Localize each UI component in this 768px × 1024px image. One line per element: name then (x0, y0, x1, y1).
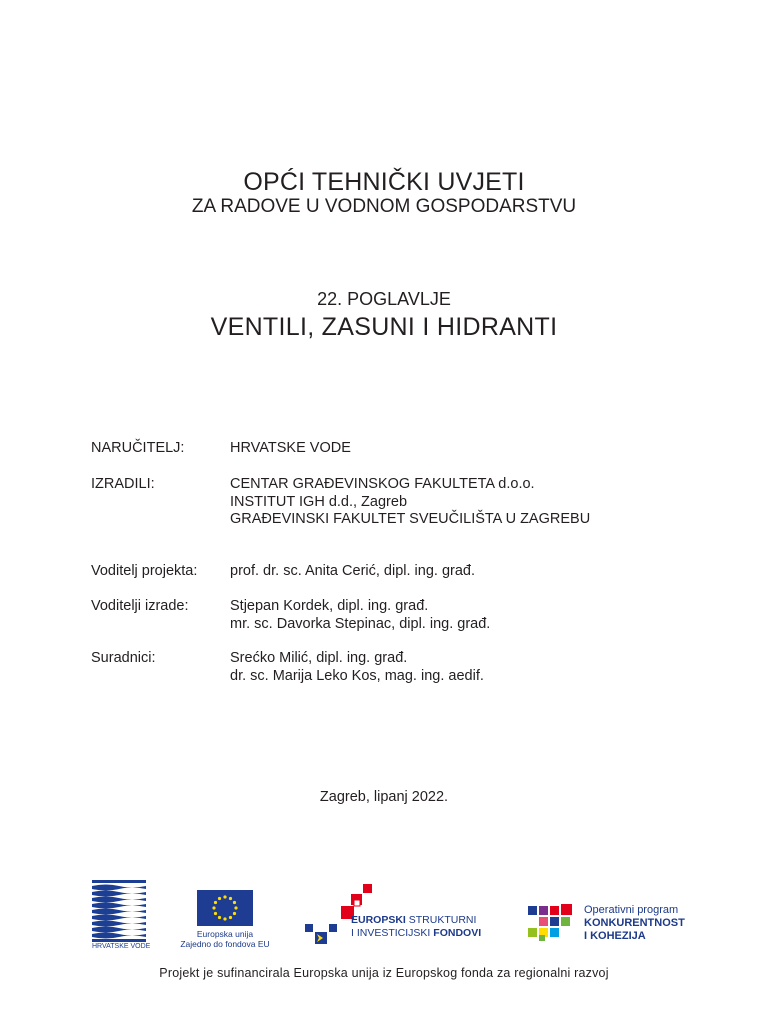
document-title: OPĆI TEHNIČKI UVJETI (243, 168, 525, 196)
eu-caption-line2: Zajedno do fondova EU (180, 939, 270, 949)
funding-note: Projekt je sufinancirala Europska unija iz Europskog fonda za regionalni razvoj (159, 966, 609, 980)
work-lead-item: mr. sc. Davorka Stepinac, dipl. ing. građ. (230, 615, 491, 632)
document-subtitle: ZA RADOVE U VODNOM GOSPODARSTVU (191, 196, 577, 217)
work-leads-label: Voditelji izrade: (91, 598, 189, 614)
esif-line1-bold: EUROPSKI (351, 914, 406, 926)
chapter-title: VENTILI, ZASUNI I HIDRANTI (210, 313, 558, 341)
op-text (584, 904, 685, 943)
project-lead-value: prof. dr. sc. Anita Cerić, dipl. ing. građ. (230, 563, 476, 579)
project-lead-label: Voditelj projekta: (91, 563, 198, 579)
op-line1: Operativni program (584, 904, 679, 916)
work-lead-item: Stjepan Kordek, dipl. ing. građ. (230, 598, 429, 614)
author-item: INSTITUT IGH d.d., Zagreb (230, 493, 408, 510)
collaborators-label: Suradnici: (91, 650, 156, 666)
chapter-number: 22. POGLAVLJE (317, 289, 451, 309)
client-value: HRVATSKE VODE (230, 440, 351, 456)
esif-line2-rest: I INVESTICIJSKI (351, 927, 434, 939)
place-date: Zagreb, lipanj 2022. (319, 789, 449, 805)
esi-funds-logo (305, 884, 495, 946)
author-item: GRAĐEVINSKI FAKULTET SVEUČILIŠTA U ZAGREBU (230, 511, 591, 527)
esif-line2-bold: FONDOVI (433, 927, 482, 939)
op-competitiveness-logo (528, 902, 688, 948)
water-waves-icon (92, 880, 146, 942)
authors-label: IZRADILI: (91, 476, 155, 492)
op-line2: KONKURENTNOST (584, 917, 685, 929)
esif-line1-rest: STRUKTURNI (405, 914, 477, 926)
author-item: CENTAR GRAĐEVINSKOG FAKULTETA d.o.o. (230, 476, 535, 492)
eu-logo (180, 890, 270, 950)
collaborator-item: Srećko Milić, dipl. ing. građ. (230, 650, 408, 666)
eu-flag-icon (197, 890, 253, 926)
collaborator-item: dr. sc. Marija Leko Kos, mag. ing. aedif. (230, 667, 484, 684)
hrvatske-vode-logo (92, 880, 151, 950)
client-label: NARUČITELJ: (91, 440, 185, 456)
hv-caption: HRVATSKE VODE (92, 943, 151, 950)
eu-caption-line1: Europska unija (196, 929, 254, 939)
op-line3: I KOHEZIJA (584, 930, 646, 942)
op-squares-icon (528, 904, 574, 944)
esif-text (351, 914, 481, 940)
